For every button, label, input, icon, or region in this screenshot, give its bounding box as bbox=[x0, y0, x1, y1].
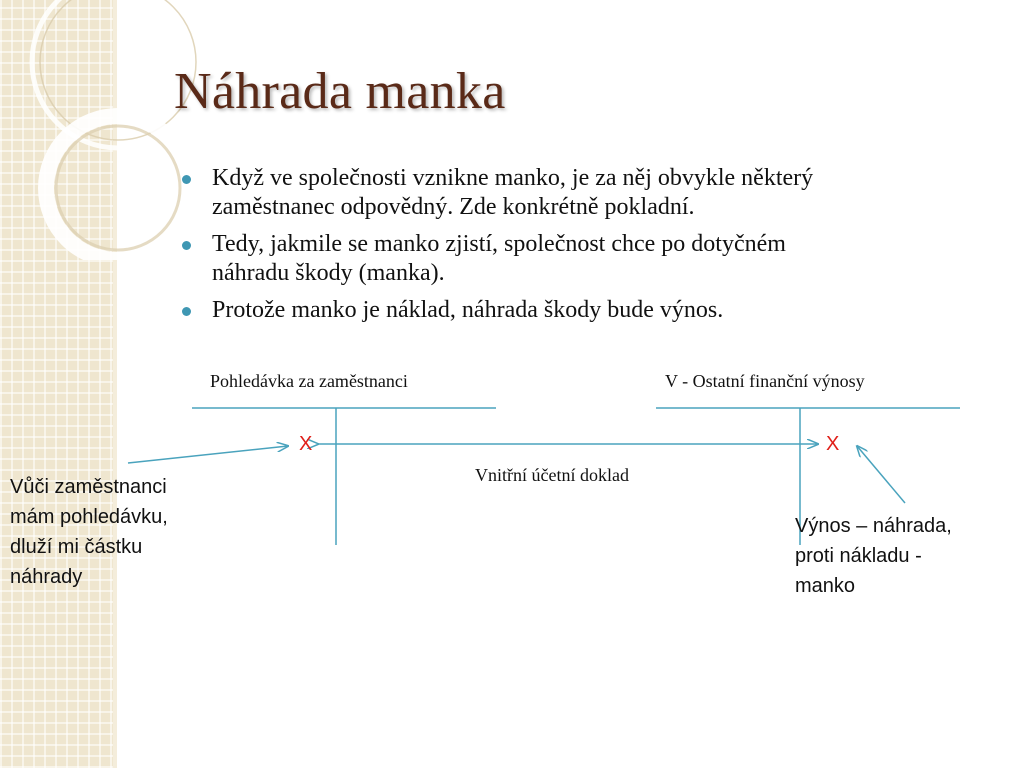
right-note-arrow bbox=[857, 446, 905, 503]
left-note-line: mám pohledávku, bbox=[10, 506, 168, 528]
bullet-line: náhradu škody (manka). bbox=[212, 260, 445, 286]
left-note-arrow bbox=[128, 446, 288, 463]
bullet-line: Protože manko je náklad, náhrada škody bude výnos. bbox=[212, 297, 724, 323]
left-note-line: Vůči zaměstnanci bbox=[10, 476, 167, 498]
slide-title: Náhrada manka bbox=[174, 63, 506, 120]
bullet-line: zaměstnanec odpovědný. Zde konkrétně pokladní. bbox=[212, 194, 695, 220]
right-account-mark: X bbox=[826, 433, 840, 455]
right-account-label: V - Ostatní finanční výnosy bbox=[665, 371, 865, 391]
left-note-line: náhrady bbox=[10, 566, 83, 588]
bullet-line: Když ve společnosti vznikne manko, je za něj obvykle některý bbox=[212, 165, 814, 191]
left-account-label: Pohledávka za zaměstnanci bbox=[210, 371, 408, 391]
link-label: Vnitřní účetní doklad bbox=[475, 465, 629, 485]
bullet-line: Tedy, jakmile se manko zjistí, společnost chce po dotyčném bbox=[212, 231, 786, 257]
right-note-line: Výnos – náhrada, bbox=[795, 515, 952, 537]
right-note bbox=[795, 511, 952, 601]
left-note bbox=[10, 472, 168, 592]
right-note-line: manko bbox=[795, 575, 856, 597]
left-account-mark: X bbox=[299, 433, 313, 455]
right-note-line: proti nákladu - bbox=[795, 545, 922, 567]
left-note-line: dluží mi částku bbox=[10, 536, 143, 558]
